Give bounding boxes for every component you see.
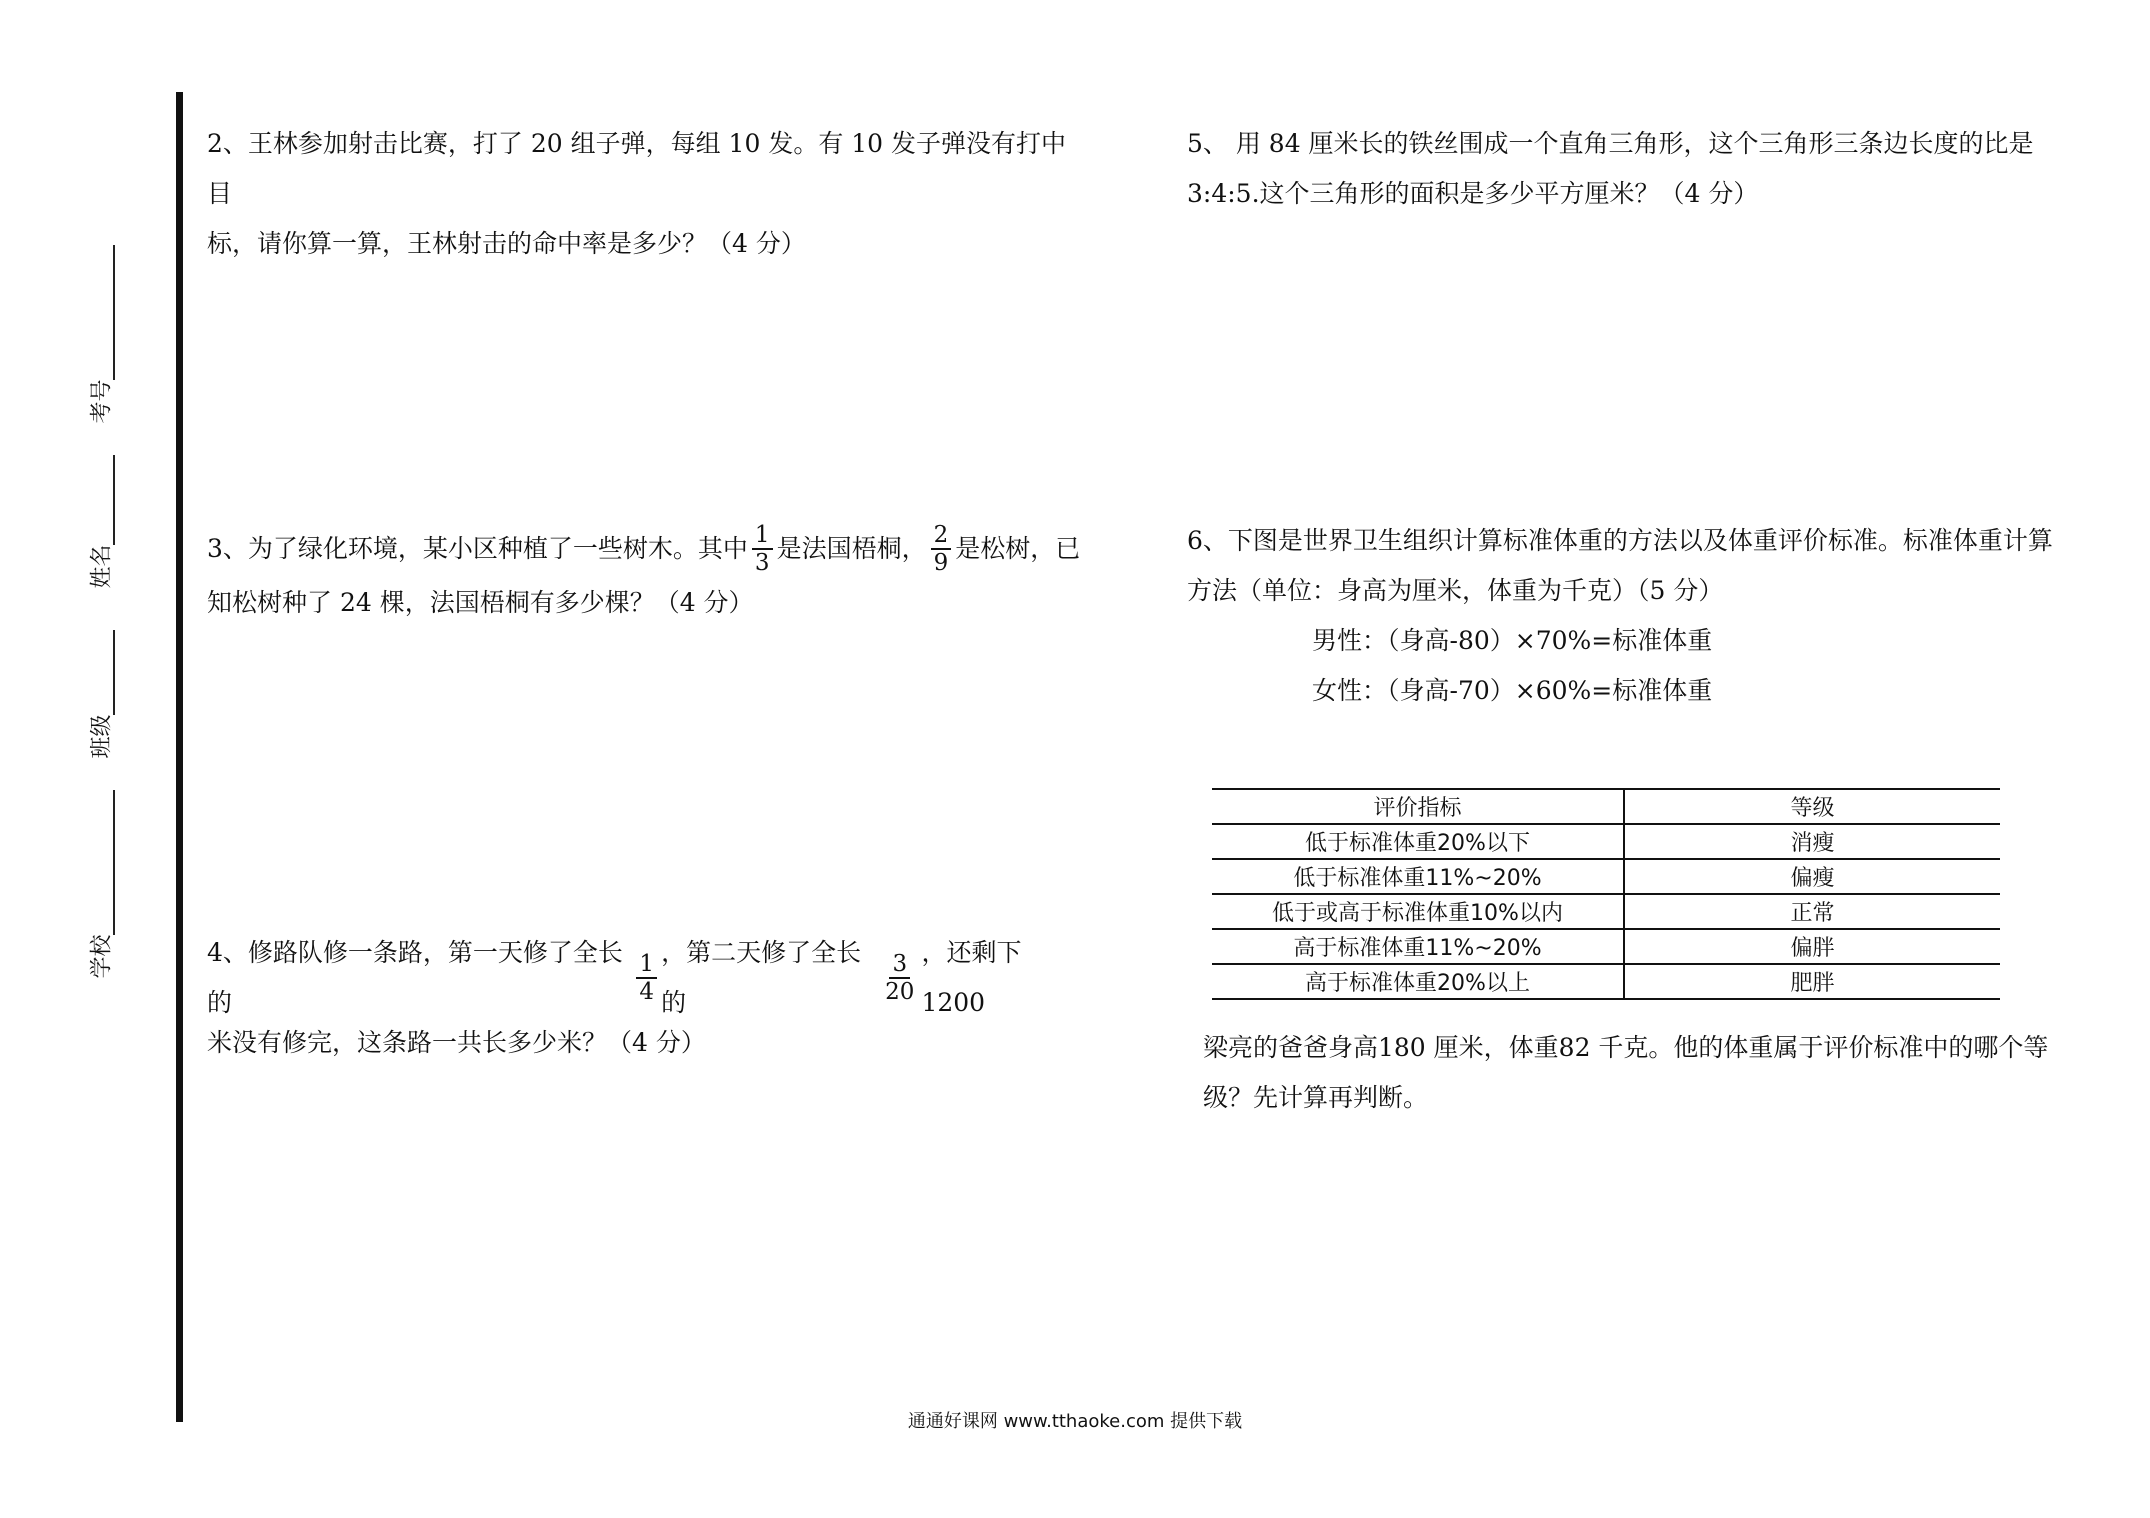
question-2: [207, 119, 1087, 269]
question-6-followup: [1203, 1023, 2083, 1123]
question-6-line-1: 6、下图是世界卫生组织计算标准体重的方法以及体重评价标准。标准体重计算: [1187, 526, 2053, 555]
table-header-indicator: 评价指标: [1212, 789, 1624, 824]
question-5-line-2: 3:4:5.这个三角形的面积是多少平方厘米？（4 分）: [1187, 179, 1759, 208]
question-3-fraction-1: [752, 523, 773, 575]
table-cell-indicator: 低于标准体重11%~20%: [1212, 859, 1624, 894]
table-cell-indicator: 低于或高于标准体重10%以内: [1212, 894, 1624, 929]
weight-rating-table: [1212, 788, 2000, 1000]
exam-number-label: 考号: [89, 379, 115, 424]
table-cell-grade: 偏瘦: [1624, 859, 2000, 894]
question-3-text-3: 是松树，已: [955, 534, 1081, 563]
name-line: [113, 455, 115, 545]
school-label: 学校: [89, 934, 115, 979]
question-3-fraction-2: [931, 523, 952, 575]
question-5: [1187, 119, 2087, 219]
fraction-numerator: 2: [931, 523, 952, 550]
table-row: [1212, 824, 2000, 859]
exam-number-field: [80, 245, 120, 424]
table-cell-grade: 正常: [1624, 894, 2000, 929]
class-field: [80, 630, 120, 759]
fraction-denominator: 3: [754, 550, 770, 576]
fraction-numerator: 1: [752, 523, 773, 550]
table-row: [1212, 929, 2000, 964]
question-6-followup-line-1: 梁亮的爸爸身高180 厘米，体重82 千克。他的体重属于评价标准中的哪个等: [1203, 1033, 2049, 1062]
question-4: [207, 938, 1087, 1068]
question-4-fraction-1: [636, 952, 657, 1004]
table-row: [1212, 894, 2000, 929]
fraction-denominator: 4: [639, 979, 655, 1005]
question-4-line-1: [207, 938, 1087, 1017]
table-cell-indicator: 低于标准体重20%以下: [1212, 824, 1624, 859]
table-cell-grade: 偏胖: [1624, 929, 2000, 964]
fraction-numerator: 3: [889, 952, 910, 979]
page-footer: 通通好课网 www.tthaoke.com 提供下载: [907, 1411, 1243, 1432]
table-cell-grade: 肥胖: [1624, 964, 2000, 999]
table-header-row: [1212, 789, 2000, 824]
table-row: [1212, 859, 2000, 894]
question-2-line-1: 2、王林参加射击比赛，打了 20 组子弹，每组 10 发。有 10 发子弹没有打中目: [207, 129, 1067, 208]
table-row: [1212, 964, 2000, 999]
female-formula: 女性：（身高-70）×60%=标准体重: [1312, 676, 1713, 705]
binding-rule: [176, 92, 183, 1422]
fraction-denominator: 9: [933, 550, 949, 576]
male-formula: 男性：（身高-80）×70%=标准体重: [1312, 626, 1713, 655]
question-4-text-2: ，第二天修了全长的: [661, 938, 862, 1017]
question-5-line-1: 5、 用 84 厘米长的铁丝围成一个直角三角形，这个三角形三条边长度的比是: [1187, 129, 2034, 158]
question-6: [1187, 516, 2087, 716]
exam-number-line: [113, 245, 115, 380]
table-cell-indicator: 高于标准体重11%~20%: [1212, 929, 1624, 964]
question-3-line-1: [207, 520, 1087, 578]
table-header-grade: 等级: [1624, 789, 2000, 824]
class-line: [113, 630, 115, 715]
question-2-line-2: 标，请你算一算，王林射击的命中率是多少？（4 分）: [207, 229, 806, 258]
fraction-numerator: 1: [636, 952, 657, 979]
question-4-fraction-2: [882, 952, 917, 1004]
table-cell-indicator: 高于标准体重20%以上: [1212, 964, 1624, 999]
class-label: 班级: [89, 714, 115, 759]
question-4-text-3: ，还剩下 1200: [921, 938, 1022, 1017]
name-label: 姓名: [89, 544, 115, 589]
school-line: [113, 790, 115, 935]
question-4-line-2: 米没有修完，这条路一共长多少米？（4 分）: [207, 1028, 706, 1057]
question-3-text-1: 3、为了绿化环境，某小区种植了一些树木。其中: [207, 534, 748, 563]
name-field: [80, 455, 120, 589]
school-field: [80, 790, 120, 979]
question-6-line-2: 方法（单位：身高为厘米，体重为千克）（5 分）: [1187, 576, 1724, 605]
question-3-line-2: 知松树种了 24 棵，法国梧桐有多少棵？（4 分）: [207, 588, 754, 617]
question-4-text-1: 4、修路队修一条路，第一天修了全长的: [207, 938, 623, 1017]
table-cell-grade: 消瘦: [1624, 824, 2000, 859]
question-3: [207, 520, 1087, 628]
fraction-denominator: 20: [885, 979, 915, 1005]
question-6-followup-line-2: 级？先计算再判断。: [1203, 1083, 1429, 1112]
question-3-text-2: 是法国梧桐，: [776, 534, 927, 563]
